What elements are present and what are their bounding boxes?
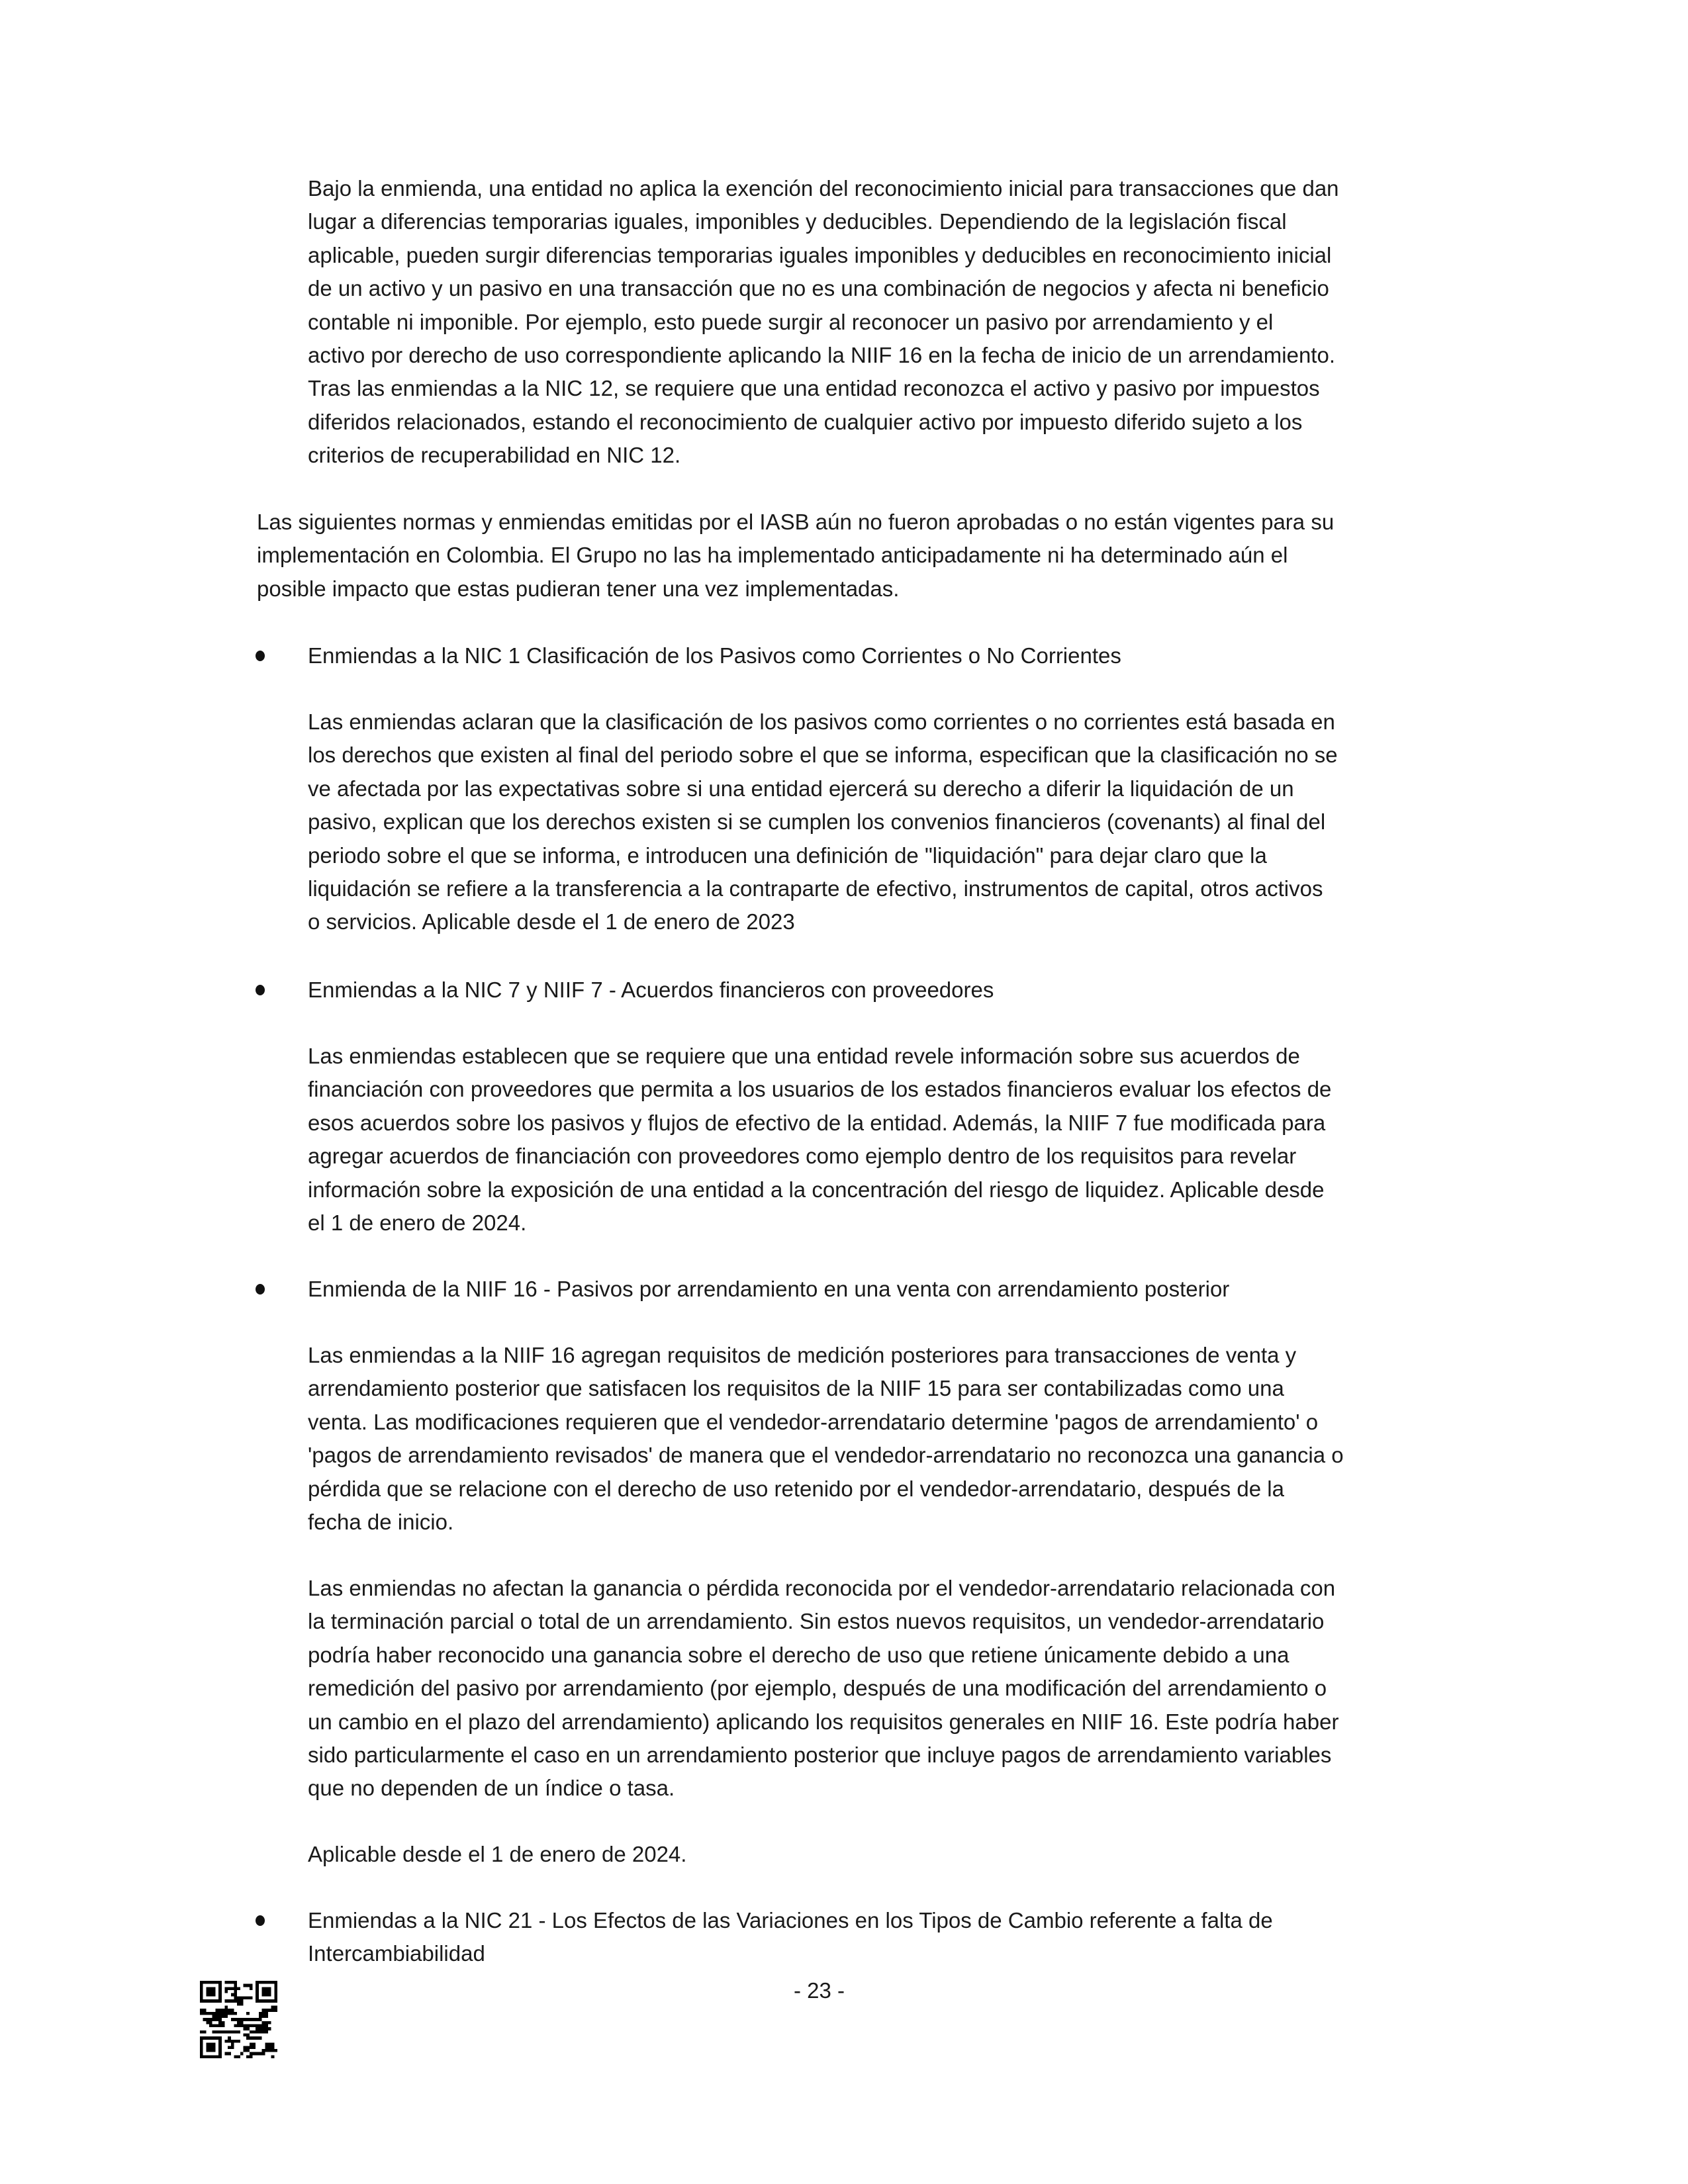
text-line: podría haber reconocido una ganancia sobre el derecho de uso que retiene únicamente debido a una: [308, 1642, 1289, 1667]
text-line: criterios de recuperabilidad en NIC 12.: [308, 443, 681, 468]
text-line: implementación en Colombia. El Grupo no las ha implementado anticipadamente ni ha determinado aún el: [257, 543, 1288, 568]
text-line: venta. Las modificaciones requieren que el vendedor-arrendatario determine 'pagos de arrendamiento' o: [308, 1409, 1319, 1434]
text-line: lugar a diferencias temporarias iguales, imponibles y deducibles. Dependiendo de la legislación fiscal: [308, 209, 1287, 234]
text-line: liquidación se refiere a la transferencia a la contraparte de efectivo, instrumentos de capital, otros activos: [308, 876, 1323, 901]
text-line: Enmiendas a la NIC 21 - Los Efectos de las Variaciones en los Tipos de Cambio referente a falta de: [308, 1908, 1273, 1933]
text-line: Aplicable desde el 1 de enero de 2024.: [308, 1842, 687, 1866]
bullet-heading-nic7: Enmiendas a la NIC 7 y NIIF 7 - Acuerdos financieros con proveedores: [308, 978, 994, 1002]
paragraph-nic7: [308, 1040, 1331, 1240]
text-line: Las enmiendas a la NIIF 16 agregan requisitos de medición posteriores para transacciones de venta y: [308, 1343, 1297, 1367]
text-line: arrendamiento posterior que satisfacen los requisitos de la NIIF 15 para ser contabilizadas como una: [308, 1376, 1284, 1401]
text-line: información sobre la exposición de una entidad a la concentración del riesgo de liquidez. Aplicable desde: [308, 1177, 1325, 1202]
text-line: financiación con proveedores que permita a los usuarios de los estados financieros evaluar los efectos de: [308, 1077, 1332, 1102]
text-line: esos acuerdos sobre los pasivos y flujos de efectivo de la entidad. Además, la NIIF 7 fue modificada para: [308, 1110, 1326, 1135]
text-line: Las enmiendas aclaran que la clasificación de los pasivos como corrientes o no corrientes está basada en: [308, 709, 1335, 734]
bullet-heading-niif16: Enmienda de la NIIF 16 - Pasivos por arrendamiento en una venta con arrendamiento posterior: [308, 1277, 1230, 1301]
text-line: posible impacto que estas pudieran tener una vez implementadas.: [257, 576, 900, 601]
text-line: Intercambiabilidad: [308, 1941, 485, 1966]
text-line: Bajo la enmienda, una entidad no aplica la exención del reconocimiento inicial para transacciones que dan: [308, 176, 1339, 201]
text-line: periodo sobre el que se informa, e introducen una definición de "liquidación" para dejar claro que la: [308, 842, 1267, 868]
paragraph-niif16-applicable: [308, 1838, 686, 1871]
text-line: los derechos que existen al final del periodo sobre el que se informa, especifican que la clasificación no se: [308, 743, 1338, 768]
text-line: contable ni imponible. Por ejemplo, esto puede surgir al reconocer un pasivo por arrendamiento y el: [308, 309, 1274, 334]
paragraph-nic1: [308, 705, 1338, 939]
text-line: un cambio en el plazo del arrendamiento) aplicando los requisitos generales en NIIF 16. Este podría haber: [308, 1709, 1339, 1734]
text-line: fecha de inicio.: [308, 1510, 454, 1535]
text-line: la terminación parcial o total de un arrendamiento. Sin estos nuevos requisitos, un vendedor-arrendatario: [308, 1609, 1325, 1634]
bullet-heading-nic1: Enmiendas a la NIC 1 Clasificación de los Pasivos como Corrientes o No Corrientes: [308, 643, 1121, 668]
text-line: de un activo y un pasivo en una transacción que no es una combinación de negocios y afecta ni beneficio: [308, 276, 1329, 301]
page-number: - 23 -: [793, 1978, 845, 2003]
text-line: activo por derecho de uso correspondiente aplicando la NIIF 16 en la fecha de inicio de un arrendamiento.: [308, 343, 1335, 368]
paragraph-niif16-b: [308, 1572, 1338, 1805]
text-line: aplicable, pueden surgir diferencias temporarias iguales imponibles y deducibles en reconocimiento inicial: [308, 242, 1332, 267]
paragraph-nic12-amendment: [308, 172, 1339, 473]
text-line: Tras las enmiendas a la NIC 12, se requiere que una entidad reconozca el activo y pasivo por impuestos: [308, 376, 1320, 401]
text-line: Las siguientes normas y enmiendas emitidas por el IASB aún no fueron aprobadas o no están vigentes para su: [257, 510, 1335, 534]
text-line: 'pagos de arrendamiento revisados' de manera que el vendedor-arrendatario no reconozca una ganancia o: [308, 1443, 1344, 1468]
text-line: remedición del pasivo por arrendamiento (por ejemplo, después de una modificación del arrendamiento o: [308, 1676, 1327, 1701]
bullet-icon: [256, 1284, 265, 1295]
text-line: Las enmiendas establecen que se requiere que una entidad revele información sobre sus acuerdos de: [308, 1044, 1300, 1068]
paragraph-niif16-a: [308, 1339, 1344, 1539]
text-line: sido particularmente el caso en un arrendamiento posterior que incluye pagos de arrendamiento variables: [308, 1743, 1332, 1768]
qr-code-icon: [200, 1981, 277, 2058]
bullet-icon: [256, 985, 265, 995]
text-line: ve afectada por las expectativas sobre si una entidad ejercerá su derecho a diferir la liquidación de un: [308, 776, 1294, 801]
paragraph-pending-standards: [257, 506, 1334, 606]
text-line: el 1 de enero de 2024.: [308, 1210, 527, 1236]
text-line: o servicios. Aplicable desde el 1 de enero de 2023: [308, 909, 795, 934]
text-line: pasivo, explican que los derechos existen si se cumplen los convenios financieros (covenants) al final del: [308, 809, 1326, 835]
text-line: que no dependen de un índice o tasa.: [308, 1776, 675, 1801]
bullet-icon: [256, 651, 265, 661]
text-line: pérdida que se relacione con el derecho de uso retenido por el vendedor-arrendatario, después de la: [308, 1476, 1284, 1501]
text-line: agregar acuerdos de financiación con proveedores como ejemplo dentro de los requisitos para revelar: [308, 1144, 1297, 1169]
bullet-heading-nic21: [308, 1904, 1273, 1971]
text-line: diferidos relacionados, estando el reconocimiento de cualquier activo por impuesto diferido sujeto a los: [308, 409, 1303, 434]
text-line: Las enmiendas no afectan la ganancia o pérdida reconocida por el vendedor-arrendatario relacionada con: [308, 1576, 1336, 1600]
bullet-icon: [256, 1915, 265, 1926]
